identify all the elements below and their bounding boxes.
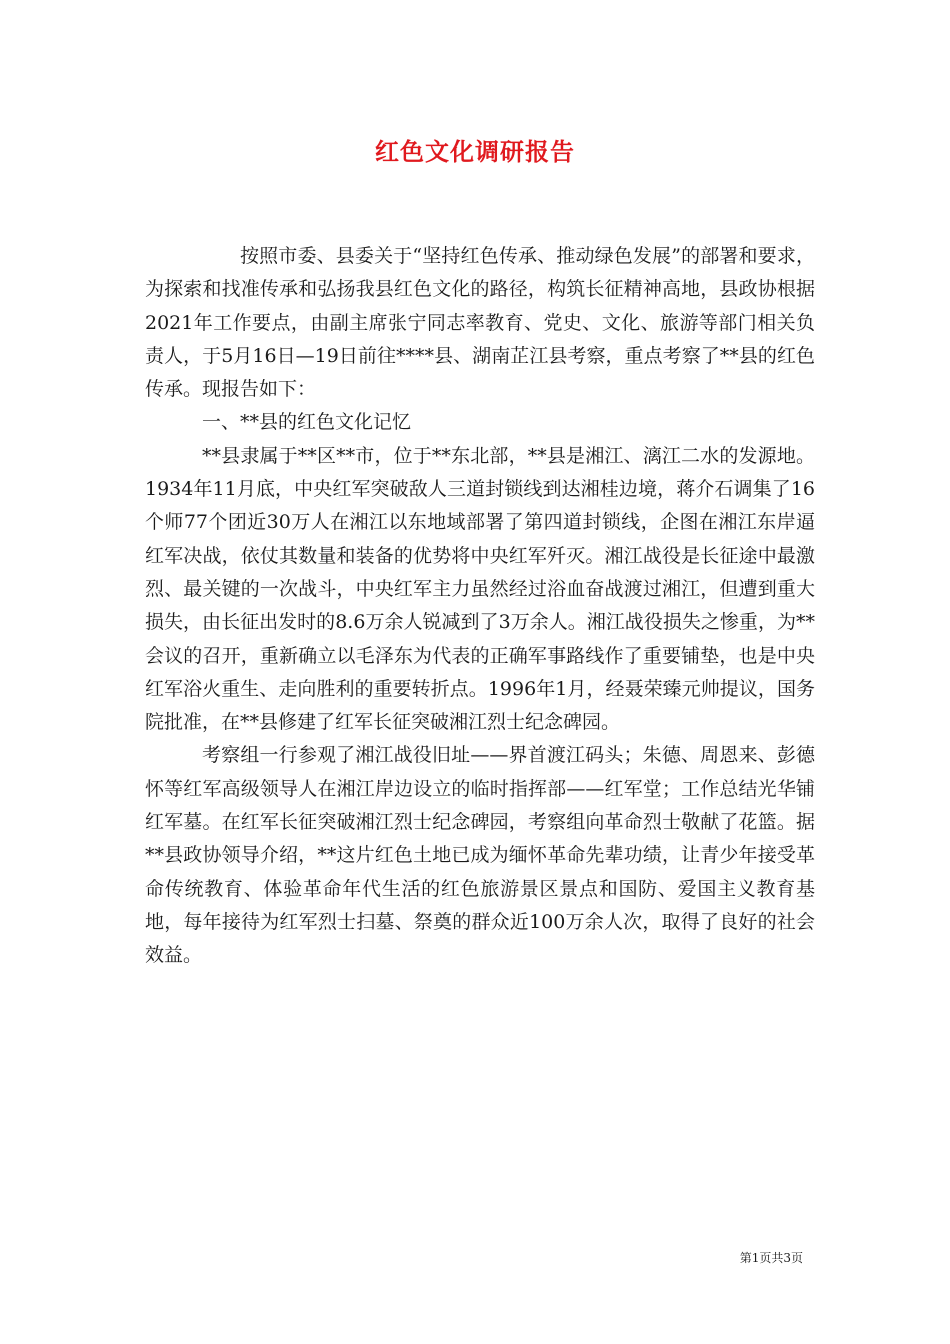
page-number: 第1页共3页 — [739, 1251, 803, 1265]
document-title: 红色文化调研报告 — [375, 137, 575, 166]
history-paragraph: **县隶属于**区**市，位于**东北部，**县是湘江、漓江二水的发源地。1934年11月底，中央红军突破敌人三道封锁线到达湘桂边境，蒋介石调集了16个师77个团近30万人在湘江以东地域部署了第四道封锁线，企图在湘江东岸逼红军决战，依仗其数量和装备的优势将中央红军歼灭。湘江战役是长征途中最激烈、最关键的一次战斗，中央红军主力虽然经过浴血奋战渡过湘江，但遭到重大损失，由长征出发时的8.6万余人锐减到了3万余人。湘江战役损失之惨重，为**会议的召开，重新确立以毛泽东为代表的正确军事路线作了重要铺垫，也是中央红军浴火重生、走向胜利的重要转折点。1996年1月，经聂荣臻元帅提议，国务院批准，在**县修建了红军长征突破湘江烈士纪念碑园。 — [145, 444, 815, 734]
visit-paragraph: 考察组一行参观了湘江战役旧址——界首渡江码头；朱德、周恩来、彭德怀等红军高级领导人在湘江岸边设立的临时指挥部——红军堂；工作总结光华铺红军墓。在红军长征突破湘江烈士纪念碑园，考察组向革命烈士敬献了花篮。据**县政协领导介绍，**这片红色土地已成为缅怀革命先辈功绩，让青少年接受革命传统教育、体验革命年代生活的红色旅游景区景点和国防、爱国主义教育基地，每年接待为红军烈士扫墓、祭奠的群众近100万余人次，取得了良好的社会效益。 — [145, 744, 815, 967]
section-heading: 一、**县的红色文化记忆 — [202, 411, 412, 434]
document-body — [145, 240, 815, 973]
intro-paragraph: 按照市委、县委关于“坚持红色传承、推动绿色发展”的部署和要求，为探索和找准传承和弘扬我县红色文化的路径，构筑长征精神高地，县政协根据2021年工作要点，由副主席张宁同志率教育、党史、文化、旅游等部门相关负责人，于5月16日—19日前往****县、湖南芷江县考察，重点考察了**县的红色传承。现报告如下： — [145, 245, 815, 401]
